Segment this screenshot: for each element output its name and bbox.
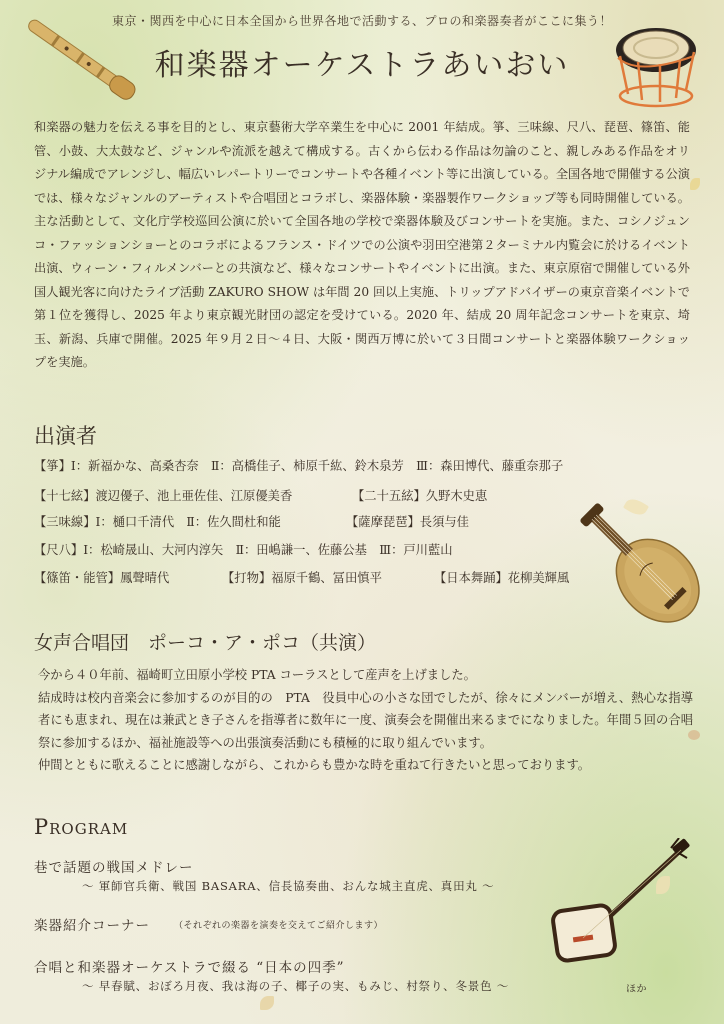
program-heading: Program bbox=[34, 815, 129, 839]
choir-paragraph: 今から４０年前、福崎町立田原小学校 PTA コーラスとして産声を上げました。 bbox=[38, 668, 476, 682]
biwa-lute-icon bbox=[565, 488, 715, 638]
performer-group: 【二十五絃】久野木史恵 bbox=[352, 489, 488, 503]
performer-line bbox=[352, 486, 487, 504]
performer-line bbox=[434, 568, 569, 586]
program-item-title: 巷で話題の戦国メドレー bbox=[34, 860, 194, 876]
performer-line bbox=[34, 512, 281, 530]
program-item-sub: 〜 軍師官兵衛、戦国 BASARA、信長協奏曲、おんな城主直虎、真田丸 〜 bbox=[82, 879, 495, 893]
program-item-sub: 〜 早春賦、おぼろ月夜、我は海の子、椰子の実、もみじ、村祭り、冬景色 〜 bbox=[82, 979, 510, 993]
performer-group: 【箏】Ⅰ：新福かな、高桑杏奈 Ⅱ：高橋佳子、柿原千紘、鈴木泉芳 Ⅲ：森田博代、藤重奈那子 bbox=[34, 459, 564, 473]
choir-description bbox=[38, 664, 693, 777]
tagline: 東京・関西を中心に日本全国から世界各地で活動する、プロの和楽器奏者がここに集う！ bbox=[111, 14, 612, 28]
petal-decoration bbox=[260, 996, 274, 1010]
shamisen-icon bbox=[545, 838, 695, 968]
performer-line bbox=[346, 512, 469, 530]
performer-line bbox=[34, 568, 169, 586]
page-title: 和楽器オーケストラあいおい bbox=[154, 48, 570, 83]
program-item-note: ほか bbox=[626, 984, 647, 995]
performer-group: 【三味線】Ⅰ：樋口千清代 Ⅱ：佐久間杜和能 bbox=[34, 515, 281, 529]
choir-paragraph: 結成時は校内音楽会に参加するのが目的の PTA 役員中心の小さな団でしたが、徐々にメンバーが増え、熱心な指導者にも恵まれ、現在は兼武とき子さんを指導者に数年に一度、演奏会を開催出来るまでになりました。年間５回の合唱祭に参加するほか、福祉施設等への出張演奏活動にも積極的に取り組んでいます。 bbox=[38, 690, 693, 750]
petal-decoration bbox=[690, 178, 700, 190]
choir-paragraph: 仲間とともに歌えることに感謝しながら、これからも豊かな時を重ねて行きたいと思っております。 bbox=[38, 758, 591, 772]
performer-line bbox=[34, 540, 453, 558]
performer-group: 【十七絃】渡辺優子、池上亜佐佳、江原優美香 bbox=[34, 489, 293, 503]
intro-paragraph: 和楽器の魅力を伝える事を目的とし、東京藝術大学卒業生を中心に 2001 年結成。箏、三味線、尺八、琵琶、篠笛、能管、小鼓、大太鼓など、ジャンルや流派を越えて構成する。古くから伝わる作品は勿論のこと、親しみある作品をオリジナル編成でアレンジし、幅広いレパートリーでコンサートや各種イベント等に出演している。全国各地で開催する公演では、様々なジャンルのアーティストや合唱団とコラボし、楽器体験・楽器製作ワークショップ等も同時開催している。主な活動として、文化庁学校巡回公演に於いて全国各地の学校で楽器体験及びコンサートを実施。また、コシノジュンコ・ファッションショーとのコラボによるフランス・ドイツでの公演や羽田空港第２ターミナル内覧会に於けるイベント出演、ウィーン・フィルメンバーとの共演など、様々なコンサートやイベントに出演。また、東京原宿で開催している外国人観光客に向けたライブ活動 ZAKURO SHOW は年間 20 回以上実施、トリップアドバイザーの東京音楽イベントで第１位を獲得し、2025 年より東京観光財団の認定を受けている。2020 年、結成 20 周年記念コンサートを東京、埼玉、新潟、兵庫で開催。2025 年９月２日〜４日、大阪・関西万博に於いて３日間コンサートと楽器体験ワークショップを実施。 bbox=[34, 120, 690, 369]
performer-group: 【薩摩琵琶】長須与佳 bbox=[346, 515, 469, 529]
performer-line bbox=[222, 568, 382, 586]
performer-group: 【篠笛・能管】鳳聲晴代 bbox=[34, 571, 170, 585]
performer-group: 【打物】福原千鶴、冨田慎平 bbox=[222, 571, 382, 585]
program-item-title: 合唱と和楽器オーケストラで綴る “日本の四季” bbox=[34, 960, 345, 976]
performer-line bbox=[34, 456, 563, 474]
shakuhachi-flute-icon bbox=[18, 10, 148, 110]
program-item-title: 楽器紹介コーナー bbox=[34, 918, 150, 934]
performer-group: 【尺八】Ⅰ：松崎晟山、大河内淳矢 Ⅱ：田嶋謙一、佐藤公基 Ⅲ：戸川藍山 bbox=[34, 543, 453, 557]
performer-group: 【日本舞踊】花柳美輝風 bbox=[434, 571, 570, 585]
program-item-note: （それぞれの楽器を演奏を交えてご紹介します） bbox=[174, 921, 384, 931]
performers-heading: 出演者 bbox=[34, 424, 97, 448]
taiko-drum-icon bbox=[598, 16, 708, 108]
performer-line bbox=[34, 486, 292, 504]
choir-heading: 女声合唱団 ポーコ・ア・ポコ（共演） bbox=[34, 632, 377, 654]
